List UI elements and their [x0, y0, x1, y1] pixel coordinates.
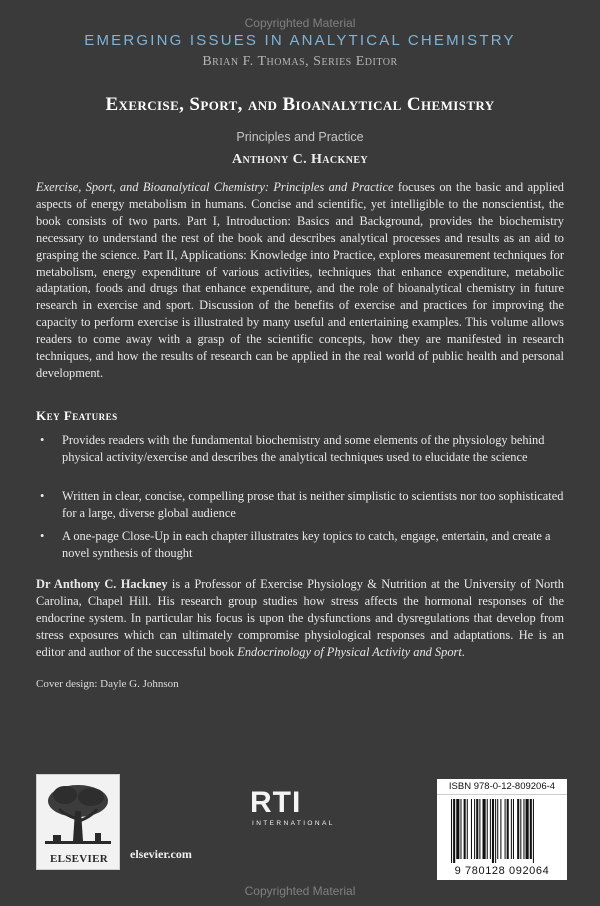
- description-paragraph: [36, 179, 564, 382]
- series-editor: Brian F. Thomas, Series Editor: [202, 54, 398, 69]
- isbn-label: ISBN 978-0-12-809206-4: [437, 781, 567, 795]
- rti-wordmark: RTI: [250, 786, 302, 819]
- book-subtitle: Principles and Practice: [236, 130, 364, 144]
- watermark-top: Copyrighted Material: [244, 16, 356, 30]
- description-lead-title: Exercise, Sport, and Bioanalytical Chemistry: Principles and Practice: [36, 180, 394, 194]
- elsevier-wordmark: ELSEVIER: [49, 853, 109, 865]
- book-title: Exercise, Sport, and Bioanalytical Chemistry: [105, 94, 495, 115]
- barcode-digits: 9 780128 092064: [454, 865, 550, 877]
- key-feature-item: • Provides readers with the fundamental biochemistry and some elements of the physiology behind physical activity/exercise and describes the analytical techniques used to elucidate the science: [36, 432, 564, 488]
- cover-design-credit: Cover design: Dayle G. Johnson: [36, 678, 179, 690]
- key-feature-item: • Written in clear, concise, compelling prose that is neither simplistic to scientists nor too sophisticated for a large, diverse global audience: [36, 488, 564, 528]
- author-bio: [36, 576, 564, 661]
- series-name: EMERGING ISSUES IN ANALYTICAL CHEMISTRY: [84, 32, 516, 49]
- publisher-url[interactable]: elsevier.com: [130, 847, 192, 861]
- key-features-heading: Key Features: [36, 408, 118, 423]
- elsevier-tree-icon: [37, 775, 119, 851]
- key-features-list: [36, 432, 564, 568]
- watermark-bottom: Copyrighted Material: [244, 884, 356, 898]
- author-bio-name: Dr Anthony C. Hackney: [36, 577, 168, 591]
- description-body: focuses on the basic and applied aspects of energy metabolism in humans. Concise and scientific, yet intelligible to the nonscientist, the book consists of two parts. Part I, Introduction: Basics and Background, provides the biochemistry necessary to understand the rest of the book and describes analytical processes and results as an aid to grasping the science. Part II, Applications: Knowledge into Practice, explores measurement techniques for metabolism, energy expenditure of various activities, techniques that enhance expenditure, metabolic adaptation, foods and drugs that enhance expenditure, and the role of bioanalytical chemistry in future research in exercise and sport. Discussion of the benefits of exercise and practices for improving the capacity to perform exercise is illustrated by many useful and entertaining examples. This volume allows readers to come away with a grasp of the scientific concepts, how they are manifested in research techniques, and how the results of research can be applied in the real world of public health and personal development.: [36, 180, 564, 380]
- rti-subtitle: INTERNATIONAL: [252, 820, 335, 827]
- isbn-barcode-box: [437, 779, 567, 880]
- author-bio-end: .: [461, 644, 465, 659]
- book-author: Anthony C. Hackney: [231, 152, 369, 167]
- elsevier-logo: [36, 774, 120, 870]
- barcode-icon: [451, 799, 553, 863]
- author-bio-book: Endocrinology of Physical Activity and Sport: [237, 644, 462, 659]
- rti-logo: [250, 786, 350, 830]
- author-bio-body: is a Professor of Exercise Physiology & Nutrition at the University of North Carolina, Chapel Hill. His research group studies how stress affects the hormonal responses of the endocrine system. In particular his focus is upon the dysfunctions and dysregulations that develop from stress exposures which can ultimately compromise physiological responses and adaptations. He is an editor and author of the successful book: [36, 577, 564, 659]
- key-feature-item: • A one-page Close-Up in each chapter illustrates key topics to catch, engage, entertain, and create a novel synthesis of thought: [36, 528, 564, 568]
